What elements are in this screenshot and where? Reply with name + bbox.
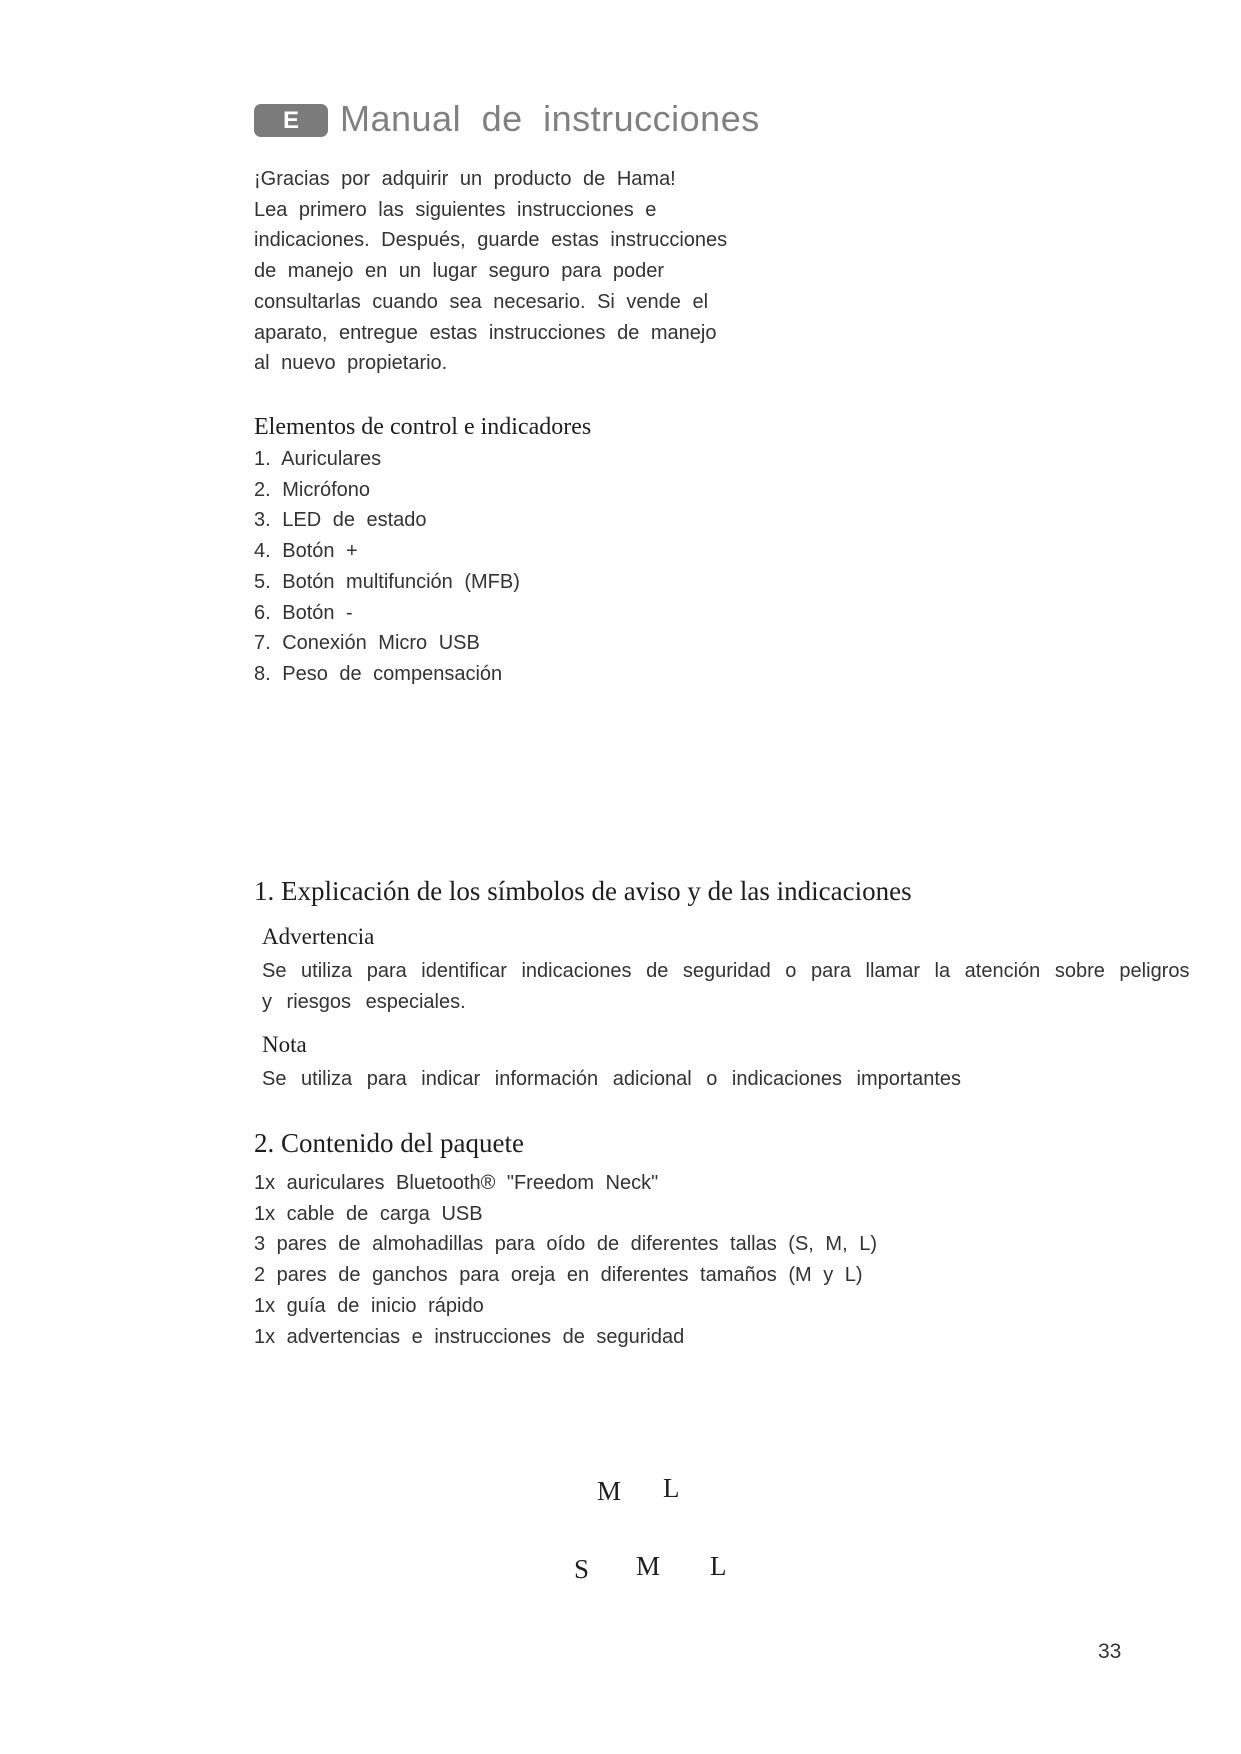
manual-title: Manual de instrucciones [340,98,760,139]
section1-heading: 1. Explicación de los símbolos de aviso y de las indicaciones [254,876,912,906]
list-item: 8. Peso de compensación [254,662,503,685]
intro-line: indicaciones. Después, guarde estas instrucciones [254,229,728,252]
intro-paragraph [254,164,727,379]
section2-heading: 2. Contenido del paquete [254,1128,524,1158]
note-title: Nota [262,1032,307,1057]
intro-line: al nuevo propietario. [254,352,448,375]
hook-size-m: M [597,1476,622,1506]
earpad-size-m: M [636,1551,661,1581]
list-item: 2 pares de ganchos para oreja en diferentes tamaños (M y L) [254,1264,863,1287]
warning-text: Se utiliza para identificar indicaciones de seguridad o para llamar la atención sobre peligros y riesgos especiales. [262,960,1190,1013]
list-item: 1x cable de carga USB [254,1202,483,1225]
intro-line: Lea primero las siguientes instrucciones e [254,198,657,221]
list-item: 1. Auriculares [254,448,382,470]
page-number: 33 [1098,1640,1122,1663]
note-text: Se utiliza para indicar información adicional o indicaciones importantes [262,1068,962,1090]
package-contents-list [254,1168,877,1352]
list-item: 7. Conexión Micro USB [254,632,480,655]
list-item: 4. Botón + [254,540,358,563]
controls-heading: Elementos de control e indicadores [254,414,592,440]
list-item: 3. LED de estado [254,509,427,532]
list-item: 6. Botón - [254,601,353,624]
list-item: 1x auriculares Bluetooth® "Freedom Neck" [254,1172,659,1194]
earpad-size-s: S [574,1554,590,1584]
intro-line: aparato, entregue estas instrucciones de manejo [254,321,717,344]
list-item: 3 pares de almohadillas para oído de diferentes tallas (S, M, L) [254,1233,877,1256]
language-badge: E [254,104,328,137]
list-item: 1x guía de inicio rápido [254,1294,484,1317]
hook-size-l: L [663,1473,680,1503]
list-item: 1x advertencias e instrucciones de seguridad [254,1325,685,1348]
list-item: 5. Botón multifunción (MFB) [254,570,520,593]
list-item: 2. Micrófono [254,478,371,501]
intro-line: consultarlas cuando sea necesario. Si vende el [254,290,709,313]
intro-line: de manejo en un lugar seguro para poder [254,260,665,283]
earpad-size-l: L [710,1551,727,1581]
intro-line: ¡Gracias por adquirir un producto de Hama! [254,168,676,190]
controls-list [254,444,520,690]
warning-title: Advertencia [262,924,375,949]
